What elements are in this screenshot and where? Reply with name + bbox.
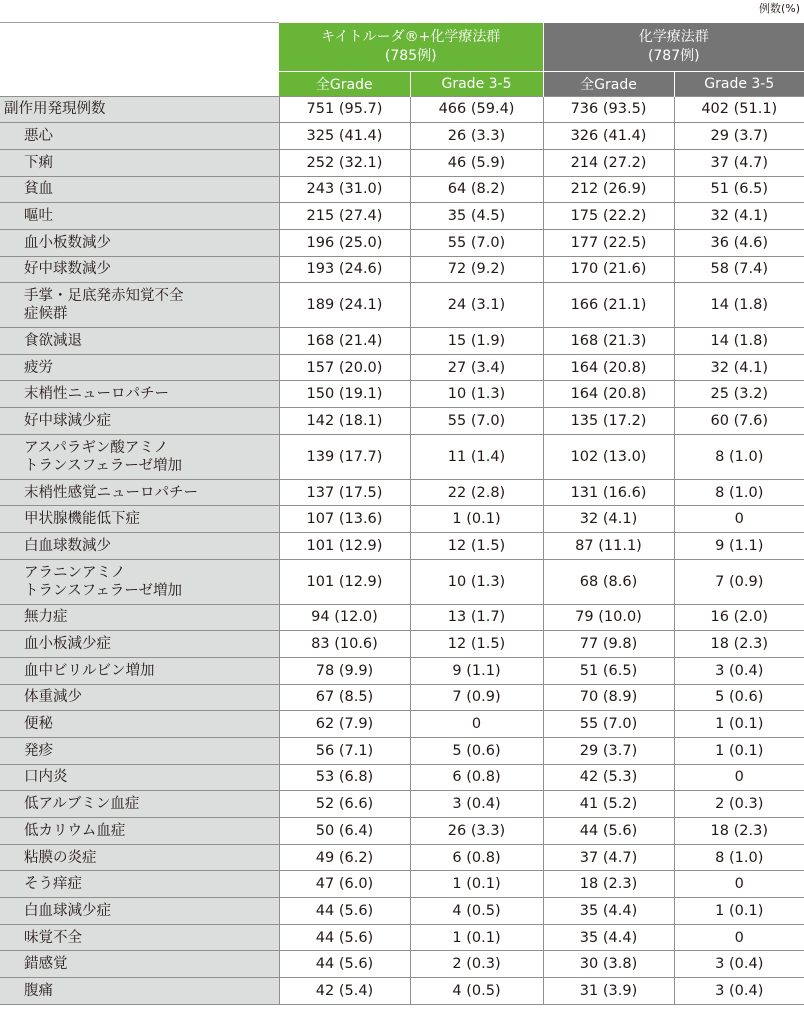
value-cell: 4 (0.5) xyxy=(410,978,543,1005)
value-cell: 83 (10.6) xyxy=(279,631,410,658)
table-row xyxy=(0,604,804,631)
table-row xyxy=(0,978,804,1005)
value-cell: 1 (0.1) xyxy=(410,924,543,951)
value-cell: 0 xyxy=(410,711,543,738)
value-cell: 49 (6.2) xyxy=(279,844,410,871)
value-cell: 32 (4.1) xyxy=(674,203,804,230)
value-cell: 30 (3.8) xyxy=(543,951,674,978)
value-cell: 215 (27.4) xyxy=(279,203,410,230)
row-label-line: アラニンアミノ xyxy=(24,564,126,581)
row-label-line: 血小板減少症 xyxy=(24,636,111,653)
value-cell: 1 (0.1) xyxy=(674,898,804,925)
value-cell: 12 (1.5) xyxy=(410,631,543,658)
value-cell: 13 (1.7) xyxy=(410,604,543,631)
row-label-line: 腹痛 xyxy=(24,982,53,999)
value-cell: 14 (1.8) xyxy=(674,283,804,328)
value-cell: 139 (17.7) xyxy=(279,434,410,479)
row-label xyxy=(0,96,279,123)
value-cell: 44 (5.6) xyxy=(543,818,674,845)
value-cell: 42 (5.3) xyxy=(543,764,674,791)
value-cell: 70 (8.9) xyxy=(543,684,674,711)
row-label xyxy=(0,764,279,791)
value-cell: 42 (5.4) xyxy=(279,978,410,1005)
value-cell: 78 (9.9) xyxy=(279,657,410,684)
value-cell: 16 (2.0) xyxy=(674,604,804,631)
subheader-grade35-1: Grade 3-5 xyxy=(410,71,543,96)
value-cell: 51 (6.5) xyxy=(674,176,804,203)
value-cell: 22 (2.8) xyxy=(410,479,543,506)
value-cell: 26 (3.3) xyxy=(410,818,543,845)
row-label-line: トランスフェラーゼ増加 xyxy=(24,582,183,599)
row-label-line: 白血球数減少 xyxy=(24,537,111,554)
value-cell: 102 (13.0) xyxy=(543,434,674,479)
value-cell: 64 (8.2) xyxy=(410,176,543,203)
unit-label: 例数(%) xyxy=(758,2,800,15)
table-row xyxy=(0,818,804,845)
row-label xyxy=(0,123,279,150)
value-cell: 9 (1.1) xyxy=(410,657,543,684)
row-label xyxy=(0,737,279,764)
value-cell: 0 xyxy=(674,871,804,898)
row-label-line: 体重減少 xyxy=(24,689,82,706)
value-cell: 53 (6.8) xyxy=(279,764,410,791)
value-cell: 164 (20.8) xyxy=(543,354,674,381)
value-cell: 142 (18.1) xyxy=(279,408,410,435)
value-cell: 41 (5.2) xyxy=(543,791,674,818)
row-label xyxy=(0,149,279,176)
value-cell: 1 (0.1) xyxy=(674,711,804,738)
value-cell: 7 (0.9) xyxy=(410,684,543,711)
value-cell: 37 (4.7) xyxy=(674,149,804,176)
row-label-line: 好中球減少症 xyxy=(24,413,111,430)
value-cell: 14 (1.8) xyxy=(674,328,804,355)
value-cell: 1 (0.1) xyxy=(674,737,804,764)
value-cell: 0 xyxy=(674,924,804,951)
value-cell: 131 (16.6) xyxy=(543,479,674,506)
value-cell: 32 (4.1) xyxy=(543,506,674,533)
value-cell: 29 (3.7) xyxy=(674,123,804,150)
value-cell: 164 (20.8) xyxy=(543,381,674,408)
row-label-line: 末梢性感覚ニューロパチー xyxy=(24,484,198,501)
row-label xyxy=(0,871,279,898)
value-cell: 10 (1.3) xyxy=(410,559,543,604)
value-cell: 44 (5.6) xyxy=(279,924,410,951)
header-group-keytruda xyxy=(279,23,543,72)
value-cell: 3 (0.4) xyxy=(674,657,804,684)
row-label-line: アスパラギン酸アミノ xyxy=(24,439,169,456)
row-label xyxy=(0,631,279,658)
row-label xyxy=(0,844,279,871)
table-row xyxy=(0,506,804,533)
value-cell: 46 (5.9) xyxy=(410,149,543,176)
value-cell: 243 (31.0) xyxy=(279,176,410,203)
row-label xyxy=(0,479,279,506)
value-cell: 51 (6.5) xyxy=(543,657,674,684)
value-cell: 26 (3.3) xyxy=(410,123,543,150)
row-label-line: 好中球数減少 xyxy=(24,261,111,278)
row-label-line: 疲労 xyxy=(24,359,53,376)
value-cell: 29 (3.7) xyxy=(543,737,674,764)
value-cell: 11 (1.4) xyxy=(410,434,543,479)
row-label xyxy=(0,978,279,1005)
group1-n: (785例) xyxy=(384,47,437,64)
row-label-line: 低カリウム血症 xyxy=(24,822,126,839)
table-row xyxy=(0,229,804,256)
row-label-line: 錯感覚 xyxy=(24,956,68,973)
value-cell: 1 (0.1) xyxy=(410,506,543,533)
value-cell: 0 xyxy=(674,764,804,791)
header-blank xyxy=(0,23,279,72)
value-cell: 31 (3.9) xyxy=(543,978,674,1005)
value-cell: 72 (9.2) xyxy=(410,256,543,283)
value-cell: 137 (17.5) xyxy=(279,479,410,506)
value-cell: 214 (27.2) xyxy=(543,149,674,176)
value-cell: 751 (95.7) xyxy=(279,96,410,123)
value-cell: 37 (4.7) xyxy=(543,844,674,871)
table-row xyxy=(0,283,804,328)
subheader-all-grade-2: 全Grade xyxy=(543,71,674,96)
table-row xyxy=(0,844,804,871)
table-row xyxy=(0,354,804,381)
value-cell: 135 (17.2) xyxy=(543,408,674,435)
row-label-line: 血中ビリルビン増加 xyxy=(24,662,155,679)
table-row xyxy=(0,434,804,479)
table-row xyxy=(0,898,804,925)
row-label xyxy=(0,328,279,355)
value-cell: 8 (1.0) xyxy=(674,479,804,506)
table-row xyxy=(0,381,804,408)
value-cell: 47 (6.0) xyxy=(279,871,410,898)
value-cell: 2 (0.3) xyxy=(410,951,543,978)
row-label-line: 副作用発現例数 xyxy=(4,101,106,118)
value-cell: 0 xyxy=(674,506,804,533)
row-label xyxy=(0,604,279,631)
value-cell: 8 (1.0) xyxy=(674,844,804,871)
value-cell: 6 (0.8) xyxy=(410,844,543,871)
row-label xyxy=(0,533,279,560)
row-label-line: 症候群 xyxy=(24,306,68,323)
value-cell: 4 (0.5) xyxy=(410,898,543,925)
value-cell: 326 (41.4) xyxy=(543,123,674,150)
row-label-line: 手掌・足底発赤知覚不全 xyxy=(24,288,184,305)
value-cell: 15 (1.9) xyxy=(410,328,543,355)
row-label xyxy=(0,559,279,604)
row-label-line: そう痒症 xyxy=(24,876,82,893)
row-label xyxy=(0,283,279,328)
value-cell: 170 (21.6) xyxy=(543,256,674,283)
table-row xyxy=(0,951,804,978)
value-cell: 12 (1.5) xyxy=(410,533,543,560)
value-cell: 87 (11.1) xyxy=(543,533,674,560)
row-label-line: 便秘 xyxy=(24,716,53,733)
row-label-line: 発疹 xyxy=(24,742,53,759)
table-row xyxy=(0,657,804,684)
table-row xyxy=(0,479,804,506)
value-cell: 466 (59.4) xyxy=(410,96,543,123)
value-cell: 157 (20.0) xyxy=(279,354,410,381)
table-row xyxy=(0,176,804,203)
row-label xyxy=(0,354,279,381)
value-cell: 44 (5.6) xyxy=(279,898,410,925)
value-cell: 56 (7.1) xyxy=(279,737,410,764)
table-row xyxy=(0,149,804,176)
row-label-line: 粘膜の炎症 xyxy=(24,849,97,866)
value-cell: 35 (4.5) xyxy=(410,203,543,230)
row-label-line: 悪心 xyxy=(24,128,53,145)
row-label xyxy=(0,381,279,408)
row-label-line: 下痢 xyxy=(24,154,53,171)
row-label-line: 無力症 xyxy=(24,609,68,626)
value-cell: 9 (1.1) xyxy=(674,533,804,560)
row-label-line: 低アルブミン血症 xyxy=(24,796,140,813)
table-row xyxy=(0,737,804,764)
row-label xyxy=(0,506,279,533)
value-cell: 212 (26.9) xyxy=(543,176,674,203)
row-label xyxy=(0,818,279,845)
table-row xyxy=(0,924,804,951)
value-cell: 67 (8.5) xyxy=(279,684,410,711)
row-label-line: 食欲減退 xyxy=(24,332,82,349)
value-cell: 150 (19.1) xyxy=(279,381,410,408)
value-cell: 5 (0.6) xyxy=(410,737,543,764)
row-label-line: 嘔吐 xyxy=(24,208,53,225)
value-cell: 58 (7.4) xyxy=(674,256,804,283)
value-cell: 35 (4.4) xyxy=(543,898,674,925)
table-row xyxy=(0,684,804,711)
row-label xyxy=(0,434,279,479)
table-row xyxy=(0,871,804,898)
value-cell: 8 (1.0) xyxy=(674,434,804,479)
subheader-all-grade-1: 全Grade xyxy=(279,71,410,96)
row-label-line: 甲状腺機能低下症 xyxy=(24,511,140,528)
value-cell: 55 (7.0) xyxy=(543,711,674,738)
row-label-line: トランスフェラーゼ増加 xyxy=(24,457,183,474)
row-label xyxy=(0,229,279,256)
table-row xyxy=(0,256,804,283)
value-cell: 35 (4.4) xyxy=(543,924,674,951)
subheader-blank xyxy=(0,71,279,96)
value-cell: 60 (7.6) xyxy=(674,408,804,435)
table-row xyxy=(0,533,804,560)
value-cell: 325 (41.4) xyxy=(279,123,410,150)
row-label xyxy=(0,408,279,435)
table-row xyxy=(0,328,804,355)
row-label xyxy=(0,684,279,711)
value-cell: 175 (22.2) xyxy=(543,203,674,230)
value-cell: 168 (21.4) xyxy=(279,328,410,355)
value-cell: 402 (51.1) xyxy=(674,96,804,123)
row-label xyxy=(0,657,279,684)
row-label-line: 血小板数減少 xyxy=(24,234,111,251)
value-cell: 27 (3.4) xyxy=(410,354,543,381)
row-label xyxy=(0,203,279,230)
table-body xyxy=(0,96,804,1004)
table-row xyxy=(0,631,804,658)
value-cell: 166 (21.1) xyxy=(543,283,674,328)
value-cell: 18 (2.3) xyxy=(543,871,674,898)
group2-n: (787例) xyxy=(647,47,700,64)
value-cell: 193 (24.6) xyxy=(279,256,410,283)
row-label-line: 白血球減少症 xyxy=(24,902,111,919)
value-cell: 6 (0.8) xyxy=(410,764,543,791)
subheader-grade35-2: Grade 3-5 xyxy=(674,71,804,96)
row-label-line: 口内炎 xyxy=(24,769,68,786)
table-row xyxy=(0,96,804,123)
value-cell: 18 (2.3) xyxy=(674,818,804,845)
value-cell: 94 (12.0) xyxy=(279,604,410,631)
value-cell: 77 (9.8) xyxy=(543,631,674,658)
value-cell: 79 (10.0) xyxy=(543,604,674,631)
value-cell: 10 (1.3) xyxy=(410,381,543,408)
value-cell: 55 (7.0) xyxy=(410,408,543,435)
value-cell: 101 (12.9) xyxy=(279,559,410,604)
value-cell: 44 (5.6) xyxy=(279,951,410,978)
value-cell: 7 (0.9) xyxy=(674,559,804,604)
row-label xyxy=(0,711,279,738)
row-label-line: 貧血 xyxy=(24,181,53,198)
value-cell: 18 (2.3) xyxy=(674,631,804,658)
row-label xyxy=(0,951,279,978)
adverse-events-table xyxy=(0,22,804,1005)
value-cell: 107 (13.6) xyxy=(279,506,410,533)
value-cell: 252 (32.1) xyxy=(279,149,410,176)
value-cell: 52 (6.6) xyxy=(279,791,410,818)
header-group-chemo xyxy=(543,23,804,72)
row-label xyxy=(0,791,279,818)
value-cell: 189 (24.1) xyxy=(279,283,410,328)
row-label xyxy=(0,176,279,203)
table-row xyxy=(0,203,804,230)
value-cell: 32 (4.1) xyxy=(674,354,804,381)
value-cell: 736 (93.5) xyxy=(543,96,674,123)
value-cell: 5 (0.6) xyxy=(674,684,804,711)
value-cell: 68 (8.6) xyxy=(543,559,674,604)
row-label-line: 末梢性ニューロパチー xyxy=(24,386,169,403)
group1-title: キイトルーダ®+化学療法群 xyxy=(321,28,501,45)
row-label xyxy=(0,898,279,925)
table-row xyxy=(0,711,804,738)
value-cell: 168 (21.3) xyxy=(543,328,674,355)
value-cell: 50 (6.4) xyxy=(279,818,410,845)
value-cell: 196 (25.0) xyxy=(279,229,410,256)
value-cell: 3 (0.4) xyxy=(674,951,804,978)
value-cell: 1 (0.1) xyxy=(410,871,543,898)
value-cell: 36 (4.6) xyxy=(674,229,804,256)
row-label xyxy=(0,256,279,283)
row-label-line: 味覚不全 xyxy=(24,929,82,946)
value-cell: 2 (0.3) xyxy=(674,791,804,818)
table-row xyxy=(0,764,804,791)
table-row xyxy=(0,791,804,818)
table-row xyxy=(0,559,804,604)
value-cell: 177 (22.5) xyxy=(543,229,674,256)
table-row xyxy=(0,408,804,435)
table-row xyxy=(0,123,804,150)
row-label xyxy=(0,924,279,951)
value-cell: 25 (3.2) xyxy=(674,381,804,408)
group2-title: 化学療法群 xyxy=(638,28,709,45)
value-cell: 55 (7.0) xyxy=(410,229,543,256)
value-cell: 3 (0.4) xyxy=(674,978,804,1005)
value-cell: 62 (7.9) xyxy=(279,711,410,738)
value-cell: 3 (0.4) xyxy=(410,791,543,818)
value-cell: 101 (12.9) xyxy=(279,533,410,560)
value-cell: 24 (3.1) xyxy=(410,283,543,328)
